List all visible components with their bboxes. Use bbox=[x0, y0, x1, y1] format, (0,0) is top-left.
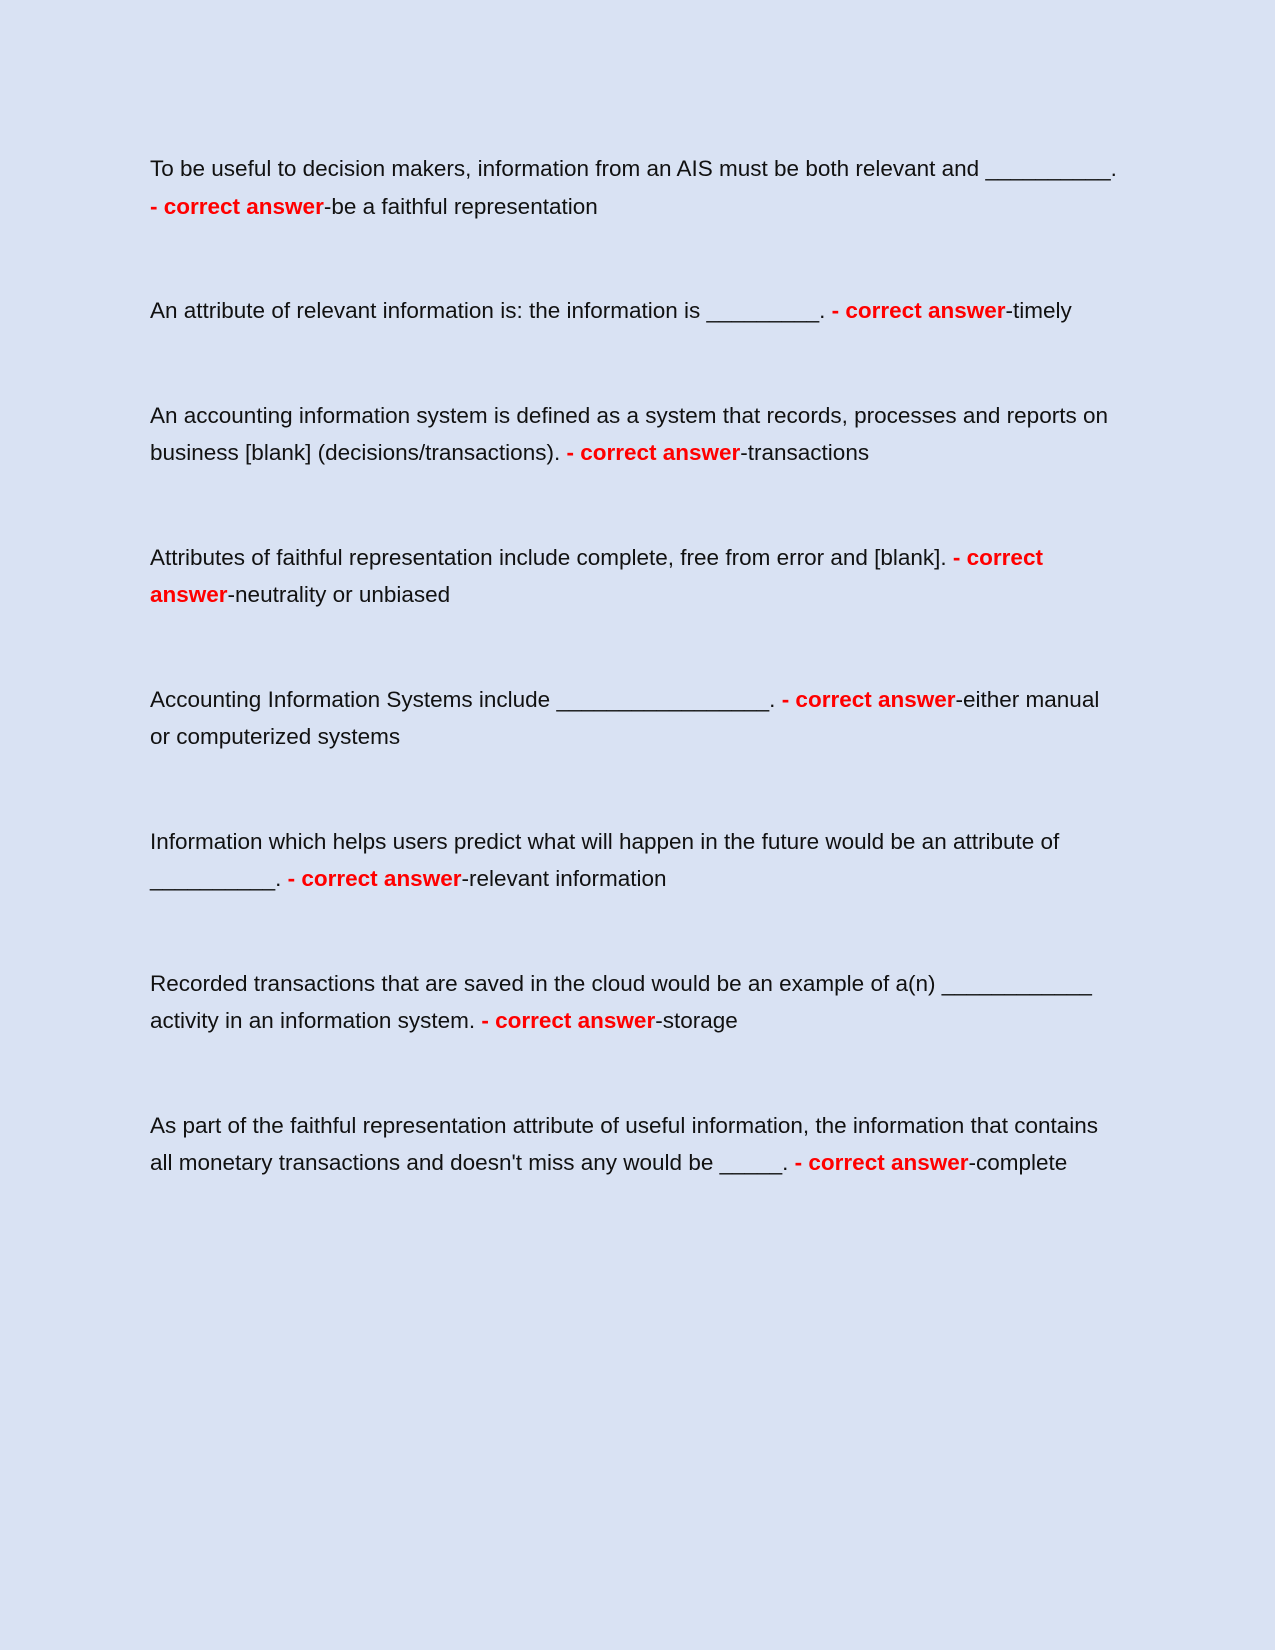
question-text: Accounting Information Systems include _________________. bbox=[150, 686, 776, 712]
qa-item bbox=[150, 150, 1125, 225]
correct-answer-label: - correct answer bbox=[281, 866, 462, 891]
answer-text: -either manual or computerized systems bbox=[150, 686, 1100, 749]
answer-text: -transactions bbox=[740, 440, 870, 465]
qa-item bbox=[150, 397, 1125, 472]
correct-answer-label: - correct answer bbox=[560, 440, 741, 465]
correct-answer-label: - correct answer bbox=[150, 544, 1043, 607]
answer-text: -storage bbox=[655, 1008, 738, 1033]
question-text: An accounting information system is defined as a system that records, processes and reports on business [blank] (decisions/transactions). bbox=[150, 402, 1108, 465]
qa-item bbox=[150, 1107, 1125, 1182]
document-page bbox=[150, 150, 1125, 1249]
answer-text: -be a faithful representation bbox=[323, 193, 598, 219]
answer-text: -complete bbox=[968, 1150, 1068, 1175]
correct-answer-label: - correct answer bbox=[788, 1150, 969, 1175]
answer-text: -relevant information bbox=[461, 866, 667, 891]
answer-text: -neutrality or unbiased bbox=[227, 582, 451, 607]
correct-answer-label: - correct answer bbox=[825, 298, 1006, 323]
question-text: As part of the faithful representation attribute of useful information, the information that contains all monetary transactions and doesn't miss any would be _____. bbox=[150, 1112, 1099, 1175]
correct-answer-label: - correct answer bbox=[475, 1008, 656, 1033]
question-text: Recorded transactions that are saved in the cloud would be an example of a(n) ____________ activity in an information system. bbox=[150, 970, 1092, 1033]
question-text: To be useful to decision makers, information from an AIS must be both relevant and __________. bbox=[150, 156, 1117, 181]
correct-answer-label: - correct answer bbox=[775, 686, 956, 712]
question-text: Information which helps users predict what will happen in the future would be an attribute of __________. bbox=[150, 828, 1060, 891]
qa-item bbox=[150, 292, 1125, 330]
qa-item bbox=[150, 965, 1125, 1040]
qa-item bbox=[150, 823, 1125, 898]
qa-item bbox=[150, 681, 1125, 756]
qa-item bbox=[150, 539, 1125, 614]
correct-answer-label: - correct answer bbox=[150, 193, 324, 219]
answer-text: -timely bbox=[1005, 298, 1072, 323]
question-text: An attribute of relevant information is: the information is _________. bbox=[150, 298, 826, 323]
question-text: Attributes of faithful representation include complete, free from error and [blank]. bbox=[150, 544, 947, 570]
